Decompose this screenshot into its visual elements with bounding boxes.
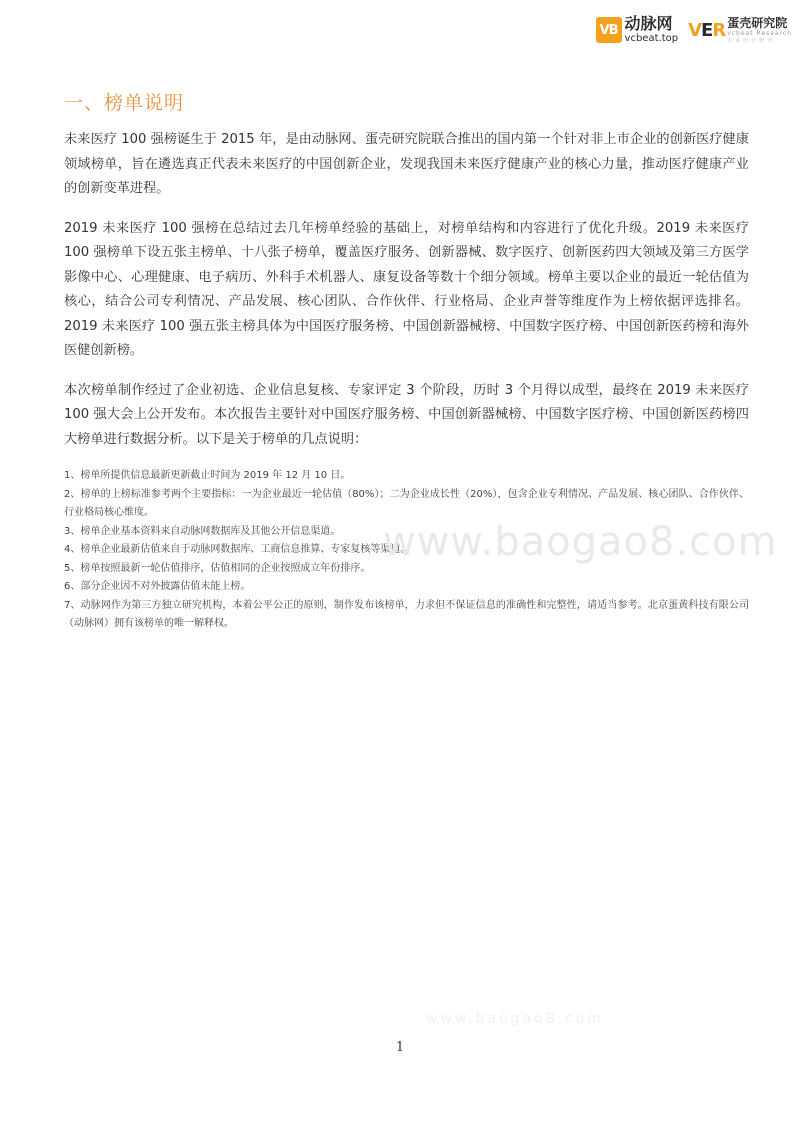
paragraph-3: 本次榜单制作经过了企业初选、企业信息复核、专家评定 3 个阶段，历时 3 个月得以成型，最终在 2019 未来医疗 100 强大会上公开发布。本次报告主要针对中国医疗服务榜、中国创新器械榜、中国数字医疗榜、中国创新医药榜四大榜单进行数据分析。以下是关于榜单的几点说明： (64, 382, 749, 447)
watermark-bottom: www.baogao8.com (426, 1011, 604, 1027)
note-item: 6、部分企业因不对外披露估值未能上榜。 (64, 581, 251, 592)
main-content (64, 128, 749, 634)
vcbeat-research-name: 蛋壳研究院 (727, 15, 788, 30)
vcbeat-research-sub: vcbeat Research (727, 29, 792, 37)
header-logos (596, 12, 792, 48)
note-item: 5、榜单按照最新一轮估值排序，估值相同的企业按照成立年份排序。 (64, 562, 371, 574)
vcbeat-url: vcbeat.top (624, 33, 679, 44)
notes-list (64, 467, 749, 634)
vcbeat-logo-icon: VB (596, 17, 622, 43)
note-item: 1、榜单所提供信息最新更新截止时间为 2019 年 12 月 10 日。 (64, 470, 351, 481)
vcbeat-research-logo (688, 17, 792, 44)
vcbeat-name: 动脉网 (624, 14, 673, 33)
section-title: 一、榜单说明 (64, 92, 185, 114)
note-item: 2、榜单的上榜标准参考两个主要指标：一为企业最近一轮估值（80%）；二为企业成长性（20%），包含企业专利情况、产品发展、核心团队、合作伙伴、行业格局核心维度。 (64, 488, 749, 518)
vcbeat-logo (596, 16, 679, 44)
note-item: 7、动脉网作为第三方独立研究机构，本着公平公正的原则，制作发布该榜单，力求但不保证信息的准确性和完整性，请适当参考。北京蛋黄科技有限公司（动脉网）拥有该榜单的唯一解释权。 (64, 599, 749, 629)
watermark: www.baogao8.com (383, 519, 778, 565)
vcbeat-research-sub2: 未来医疗研究 (727, 37, 776, 44)
paragraph-1: 未来医疗 100 强榜诞生于 2015 年，是由动脉网、蛋壳研究院联合推出的国内第一个针对非上市企业的创新医疗健康领域榜单，旨在遴选真正代表未来医疗的中国创新企业，发现我国未来医疗健康产业的核心力量，推动医疗健康产业的创新变革进程。 (64, 132, 749, 196)
page-number: 1 (395, 1040, 405, 1055)
note-item: 3、榜单企业基本资料来自动脉网数据库及其他公开信息渠道。 (64, 525, 341, 537)
paragraph-2: 2019 未来医疗 100 强榜在总结过去几年榜单经验的基础上，对榜单结构和内容进行了优化升级。2019 未来医疗 100 强榜单下设五张主榜单、十八张子榜单，覆盖医疗服务、创新器械、数字医疗、创新医药四大领域及第三方医学影像中心、心理健康、电子病历、外科手术机器人、康复设备等数十个细分领域。榜单主要以企业的最近一轮估值为核心，结合公司专利情况、产品发展、核心团队、合作伙伴、行业格局、企业声誉等维度作为上榜依据评选排名。2019 未来医疗 100 强五张主榜具体为中国医疗服务榜、中国创新器械榜、中国数字医疗榜、中国创新医药榜和海外医健创新榜。 (64, 220, 749, 358)
vcbeat-research-logo-icon: VER (688, 19, 726, 41)
note-item: 4、榜单企业最新估值来自于动脉网数据库、工商信息推算、专家复核等渠道。 (64, 544, 411, 555)
